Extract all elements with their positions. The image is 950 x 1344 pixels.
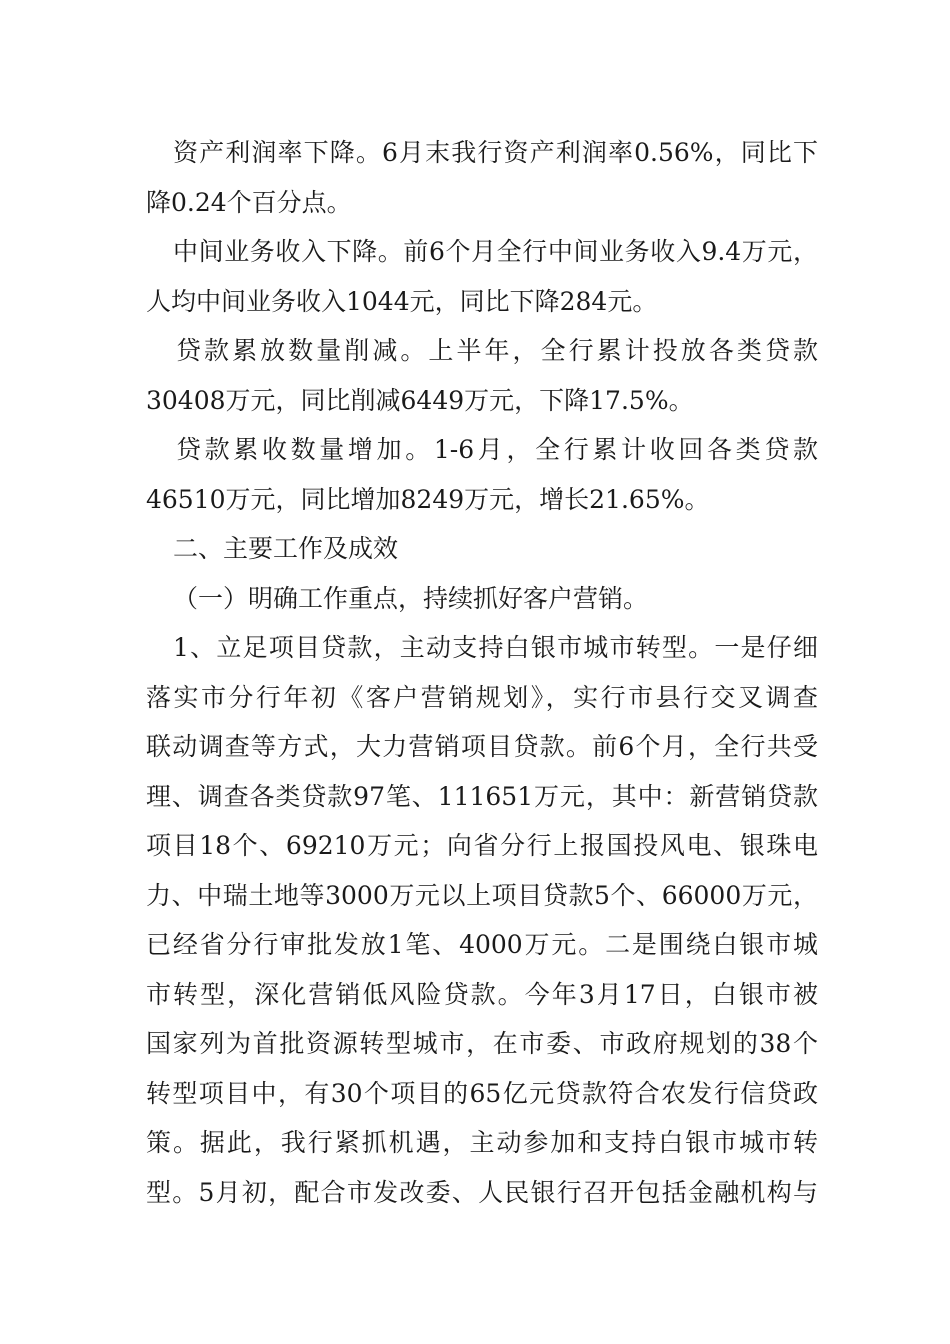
text-line: 贷款累收数量增加。1-6月，全行累计收回各类贷款 bbox=[176, 435, 818, 464]
text-line: 联动调查等方式，大力营销项目贷款。前6个月，全行共受 bbox=[146, 732, 818, 761]
subsection-heading: （一）明确工作重点，持续抓好客户营销。 bbox=[173, 583, 649, 613]
text-line: 中间业务收入下降。前6个月全行中间业务收入9.4万元， bbox=[173, 237, 818, 266]
text-line: 30408万元，同比削减6449万元，下降17.5%。 bbox=[146, 385, 694, 415]
text-line: 资产利润率下降。6月末我行资产利润率0.56%，同比下 bbox=[173, 138, 818, 167]
text-line: 落实市分行年初《客户营销规划》，实行市县行交叉调查 bbox=[146, 682, 818, 712]
text-line: 力、中瑞土地等3000万元以上项目贷款5个、66000万元， bbox=[146, 880, 818, 910]
text-line: 人均中间业务收入1044元，同比下降284元。 bbox=[146, 286, 658, 316]
text-line: 项目18个、69210万元；向省分行上报国投风电、银珠电 bbox=[146, 831, 818, 860]
section-heading: 二、主要工作及成效 bbox=[173, 534, 399, 563]
text-line: 理、调查各类贷款97笔、111651万元，其中：新营销贷款 bbox=[146, 781, 818, 811]
text-line: 转型项目中，有30个项目的65亿元贷款符合农发行信贷政 bbox=[146, 1078, 818, 1108]
text-line: 型。5月初，配合市发改委、人民银行召开包括金融机构与 bbox=[146, 1177, 818, 1207]
text-line: 46510万元，同比增加8249万元，增长21.65%。 bbox=[146, 484, 710, 514]
text-line: 已经省分行审批发放1笔、4000万元。二是围绕白银市城 bbox=[146, 930, 818, 959]
text-line: 降0.24个百分点。 bbox=[146, 187, 352, 217]
text-line: 国家列为首批资源转型城市，在市委、市政府规划的38个 bbox=[146, 1029, 818, 1058]
text-line: 策。据此，我行紧抓机遇，主动参加和支持白银市城市转 bbox=[146, 1128, 818, 1157]
text-line: 市转型，深化营销低风险贷款。今年3月17日，白银市被 bbox=[146, 979, 818, 1009]
text-line: 贷款累放数量削减。上半年，全行累计投放各类贷款 bbox=[176, 336, 818, 365]
document-body bbox=[146, 128, 818, 1217]
text-line: 1、立足项目贷款，主动支持白银市城市转型。一是仔细 bbox=[173, 633, 818, 662]
